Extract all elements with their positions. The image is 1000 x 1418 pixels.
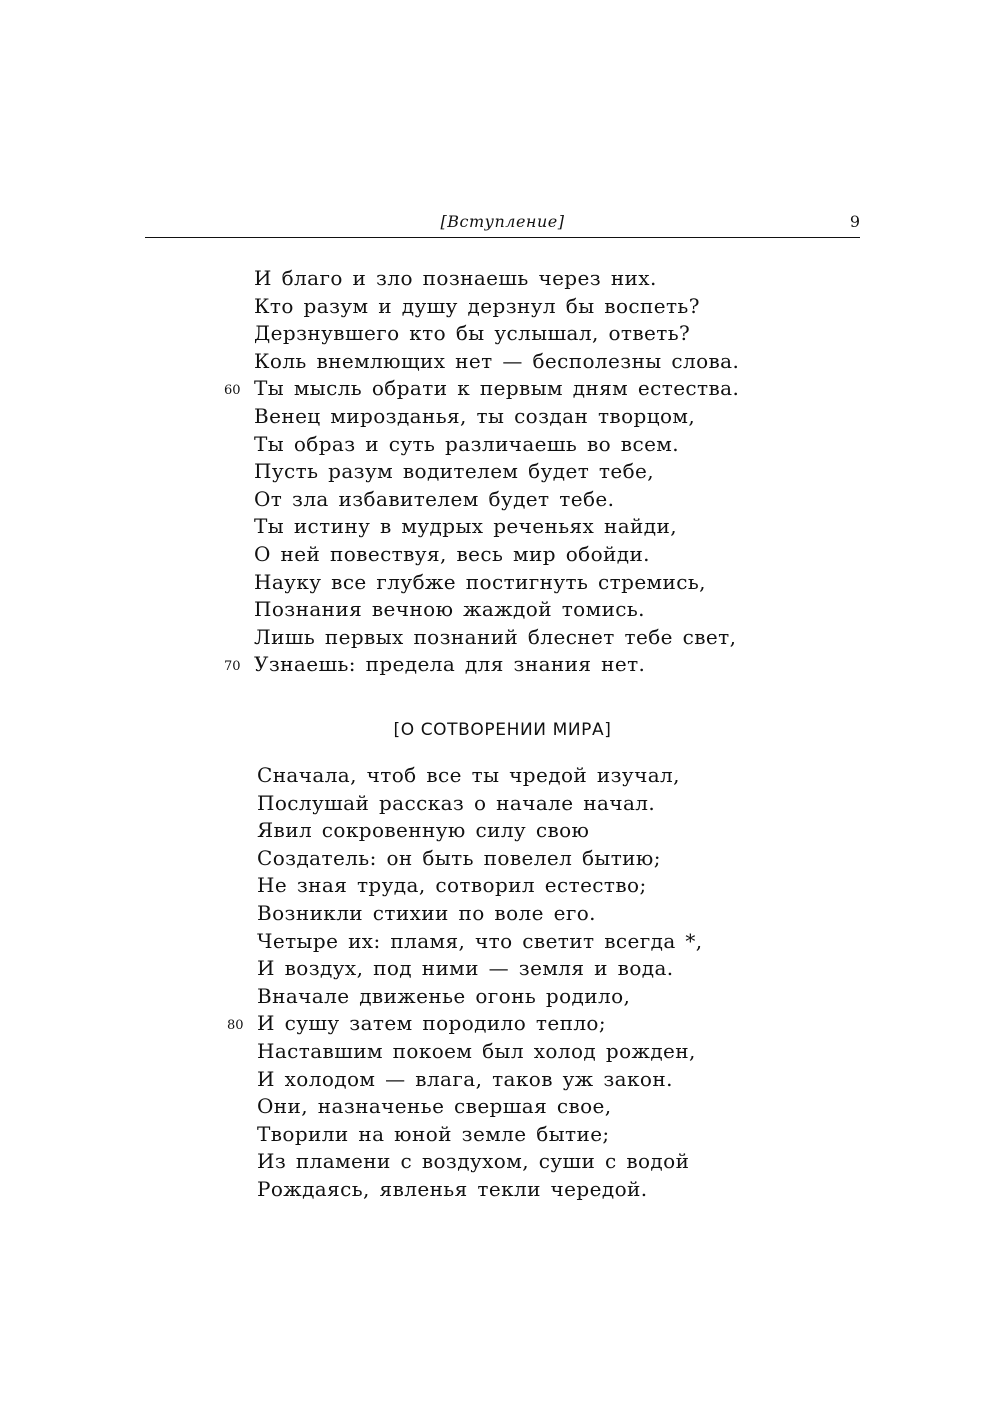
verse-line <box>257 1038 703 1066</box>
verse-line <box>257 817 703 845</box>
header-rule <box>145 237 860 238</box>
verse-text: От зла избавителем будет тебе. <box>254 486 615 511</box>
verse-line <box>254 486 739 514</box>
verse-line <box>257 845 703 873</box>
verse-text: Ты мысль обрати к первым дням естества. <box>254 376 740 401</box>
verse-line <box>257 1093 703 1121</box>
verse-line <box>257 762 703 790</box>
verse-line <box>254 596 739 624</box>
verse-text: Наставшим покоем был холод рожден, <box>257 1038 696 1063</box>
verse-line <box>257 1148 703 1176</box>
verse-text: Пусть разум водителем будет тебе, <box>254 459 655 484</box>
verse-text: Создатель: он быть повелел бытию; <box>257 845 661 870</box>
verse-line <box>254 403 739 431</box>
verse-line <box>254 320 739 348</box>
verse-line <box>224 651 739 679</box>
line-number: 70 <box>224 659 241 675</box>
verse-line <box>257 790 703 818</box>
verse-line <box>254 348 739 376</box>
verse-line <box>257 1066 703 1094</box>
verse-text: Ты истину в мудрых реченьях найди, <box>254 514 677 539</box>
verse-line <box>254 458 739 486</box>
poem-stanza-introduction <box>224 265 740 679</box>
verse-text: Венец мирозданья, ты создан творцом, <box>254 403 696 428</box>
verse-text: Коль внемлющих нет — бесполезны слова. <box>254 348 740 373</box>
line-number: 60 <box>224 383 241 399</box>
verse-line <box>254 569 739 597</box>
verse-text: Лишь первых познаний блеснет тебе свет, <box>254 624 737 649</box>
section-heading: [О СОТВОРЕНИИ МИРА] <box>393 720 612 740</box>
verse-line <box>227 1010 703 1038</box>
verse-text: И воздух, под ними — земля и вода. <box>257 956 674 981</box>
verse-line <box>257 1121 703 1149</box>
verse-line <box>257 872 703 900</box>
verse-text: О ней повествуя, весь мир обойди. <box>254 541 650 566</box>
verse-line <box>224 375 740 403</box>
running-header-title: [Вступление] <box>440 212 565 231</box>
verse-line <box>254 541 739 569</box>
line-number: 80 <box>227 1018 244 1034</box>
poem-stanza-creation <box>227 762 703 1204</box>
verse-text: Из пламени с воздухом, суши с водой <box>257 1149 690 1174</box>
verse-text: Науку все глубже постигнуть стремись, <box>254 569 706 594</box>
verse-text: Вначале движенье огонь родило, <box>257 983 631 1008</box>
verse-text: Познания вечною жаждой томись. <box>254 597 645 622</box>
page-number: 9 <box>849 212 860 231</box>
verse-text: Явил сокровенную силу свою <box>257 818 590 843</box>
verse-line <box>254 624 739 652</box>
verse-text: Четыре их: пламя, что светит всегда *, <box>257 928 703 953</box>
verse-text: Ты образ и суть различаешь во всем. <box>254 431 680 456</box>
verse-line <box>257 955 703 983</box>
verse-line <box>254 293 739 321</box>
verse-text: Дерзнувшего кто бы услышал, ответь? <box>254 321 691 346</box>
verse-line <box>254 431 739 459</box>
verse-text: Кто разум и душу дерзнул бы воспеть? <box>254 293 700 318</box>
verse-text: И сушу затем породило тепло; <box>257 1011 607 1036</box>
verse-text: Не зная труда, сотворил естество; <box>257 873 647 898</box>
verse-text: Узнаешь: предела для знания нет. <box>254 652 646 677</box>
verse-text: Они, назначенье свершая свое, <box>257 1094 612 1119</box>
verse-line <box>257 983 703 1011</box>
verse-text: Творили на юной земле бытие; <box>257 1121 610 1146</box>
verse-line <box>254 513 739 541</box>
verse-text: И холодом — влага, таков уж закон. <box>257 1066 673 1091</box>
verse-text: Сначала, чтоб все ты чредой изучал, <box>257 763 680 787</box>
verse-line <box>257 900 703 928</box>
page-header <box>145 212 860 242</box>
verse-line <box>257 928 703 956</box>
verse-text: Возникли стихии по воле его. <box>257 900 596 925</box>
verse-line <box>257 1176 703 1204</box>
verse-text: И благо и зло познаешь через них. <box>254 266 657 290</box>
verse-text: Послушай рассказ о начале начал. <box>257 790 656 815</box>
verse-text: Рождаясь, явленья текли чередой. <box>257 1176 648 1201</box>
verse-line <box>254 265 739 293</box>
